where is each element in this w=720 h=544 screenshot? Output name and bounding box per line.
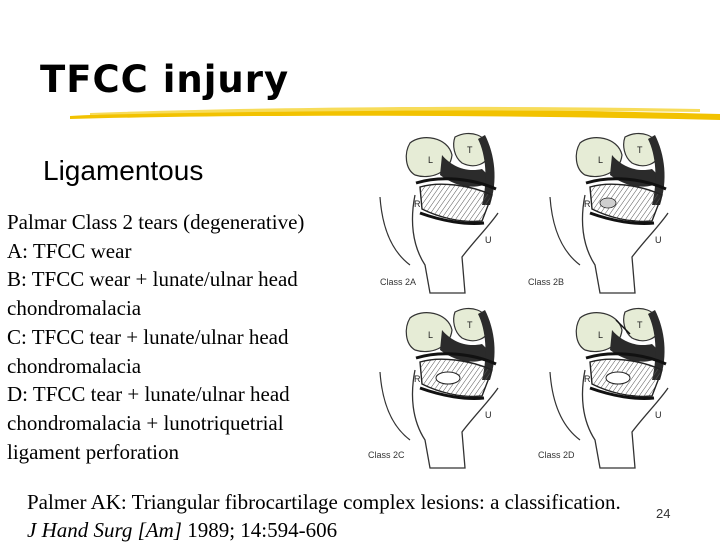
panel-label: Class 2A xyxy=(380,277,417,287)
citation-volume: 1989; 14:594-606 xyxy=(181,518,338,542)
panel-class-2c xyxy=(368,308,498,468)
panel-class-2a xyxy=(380,133,498,293)
body-line: A: TFCC wear xyxy=(7,238,132,263)
body-line: C: TFCC tear + lunate/ulnar head xyxy=(7,324,289,349)
slide-title: TFCC injury xyxy=(40,58,290,101)
citation-text: Palmer AK: Triangular fibrocartilage complex lesions: a classification. xyxy=(27,490,621,514)
panel-label: Class 2B xyxy=(528,277,565,287)
slide-subtitle: Ligamentous xyxy=(43,155,204,186)
body-line: ligament perforation xyxy=(7,439,180,464)
body-line: chondromalacia xyxy=(7,296,142,321)
panel-class-2b xyxy=(528,133,668,293)
page-number: 24 xyxy=(656,506,671,521)
body-text xyxy=(7,208,367,466)
panel-label: Class 2D xyxy=(538,450,575,460)
panel-class-2d xyxy=(538,308,668,468)
citation xyxy=(27,488,627,544)
body-line: B: TFCC wear + lunate/ulnar head xyxy=(7,267,298,292)
journal-name: J Hand Surg [Am] xyxy=(27,518,182,542)
tfcc-illustration: R Class 2A Class 2B Class 2C Class 2D xyxy=(360,120,720,475)
body-line: Palmar Class 2 tears (degenerative) xyxy=(7,210,305,234)
body-line: chondromalacia + lunotriquetrial xyxy=(7,410,284,435)
panel-label: Class 2C xyxy=(368,450,405,460)
body-line: chondromalacia xyxy=(7,353,142,378)
body-line: D: TFCC tear + lunate/ulnar head xyxy=(7,382,290,407)
